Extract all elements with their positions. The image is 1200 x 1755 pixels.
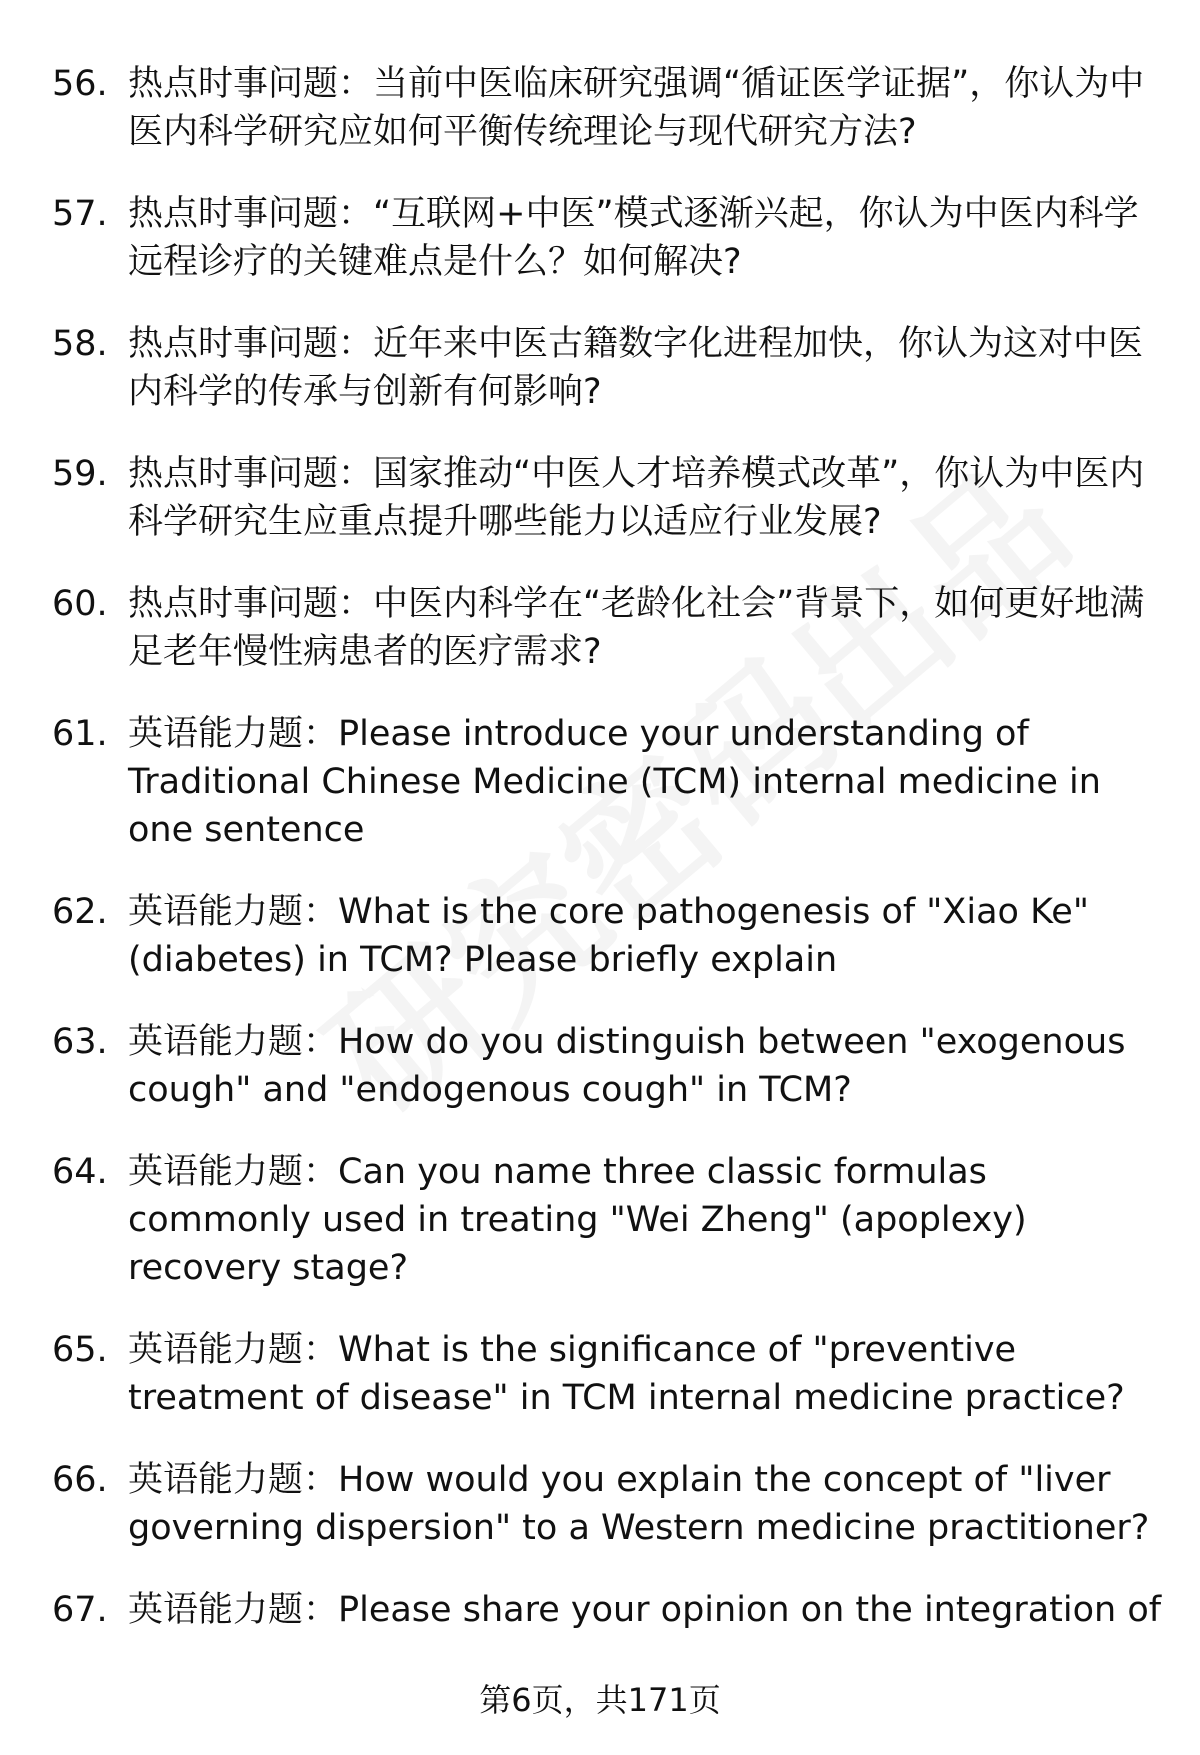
question-number: 56.	[52, 64, 108, 104]
question-number: 58.	[52, 324, 108, 364]
question-number: 63.	[52, 1022, 108, 1062]
question-item	[52, 710, 1162, 854]
question-item	[52, 1456, 1162, 1552]
question-number: 67.	[52, 1590, 108, 1630]
question-text: 英语能力题：Please share your opinion on the integration of	[128, 1590, 1162, 1630]
question-text: 热点时事问题：中医内科学在“老龄化社会”背景下，如何更好地满足老年慢性病患者的医疗需求?	[128, 584, 1145, 672]
question-text: 英语能力题：What is the significance of "preventive treatment of disease" in TCM internal medicine practice?	[128, 1330, 1125, 1418]
question-number: 64.	[52, 1152, 108, 1192]
question-number: 65.	[52, 1330, 108, 1370]
question-text: 热点时事问题：国家推动“中医人才培养模式改革”，你认为中医内科学研究生应重点提升哪些能力以适应行业发展?	[128, 454, 1145, 542]
question-item	[52, 888, 1162, 984]
question-item	[52, 1148, 1162, 1292]
question-text: 热点时事问题：近年来中医古籍数字化进程加快，你认为这对中医内科学的传承与创新有何影响?	[128, 324, 1144, 412]
question-item	[52, 1586, 1162, 1634]
question-item	[52, 190, 1162, 286]
question-item	[52, 60, 1162, 156]
question-text: 英语能力题：What is the core pathogenesis of "Xiao Ke" (diabetes) in TCM? Please briefly explain	[128, 892, 1089, 980]
question-item	[52, 580, 1162, 676]
question-item	[52, 1326, 1162, 1422]
question-text: 英语能力题：Please introduce your understanding of Traditional Chinese Medicine (TCM) internal medicine in one sentence	[128, 714, 1101, 850]
question-number: 57.	[52, 194, 108, 234]
question-list	[52, 60, 1162, 1668]
page-footer: 第6页，共171页	[479, 1681, 721, 1719]
question-number: 60.	[52, 584, 108, 624]
question-text: 热点时事问题：“互联网+中医”模式逐渐兴起，你认为中医内科学远程诊疗的关键难点是什么？如何解决?	[128, 194, 1139, 282]
question-item	[52, 1018, 1162, 1114]
question-number: 62.	[52, 892, 108, 932]
question-text: 英语能力题：Can you name three classic formulas commonly used in treating "Wei Zheng" (apoplexy) recovery stage?	[128, 1152, 1027, 1288]
question-number: 61.	[52, 714, 108, 754]
question-text: 热点时事问题：当前中医临床研究强调“循证医学证据”，你认为中医内科学研究应如何平衡传统理论与现代研究方法?	[128, 64, 1145, 152]
question-item	[52, 450, 1162, 546]
question-item	[52, 320, 1162, 416]
question-number: 66.	[52, 1460, 108, 1500]
question-number: 59.	[52, 454, 108, 494]
question-text: 英语能力题：How do you distinguish between "exogenous cough" and "endogenous cough" in TCM?	[128, 1022, 1126, 1110]
question-text: 英语能力题：How would you explain the concept of "liver governing dispersion" to a Western medicine practitioner?	[128, 1460, 1150, 1548]
